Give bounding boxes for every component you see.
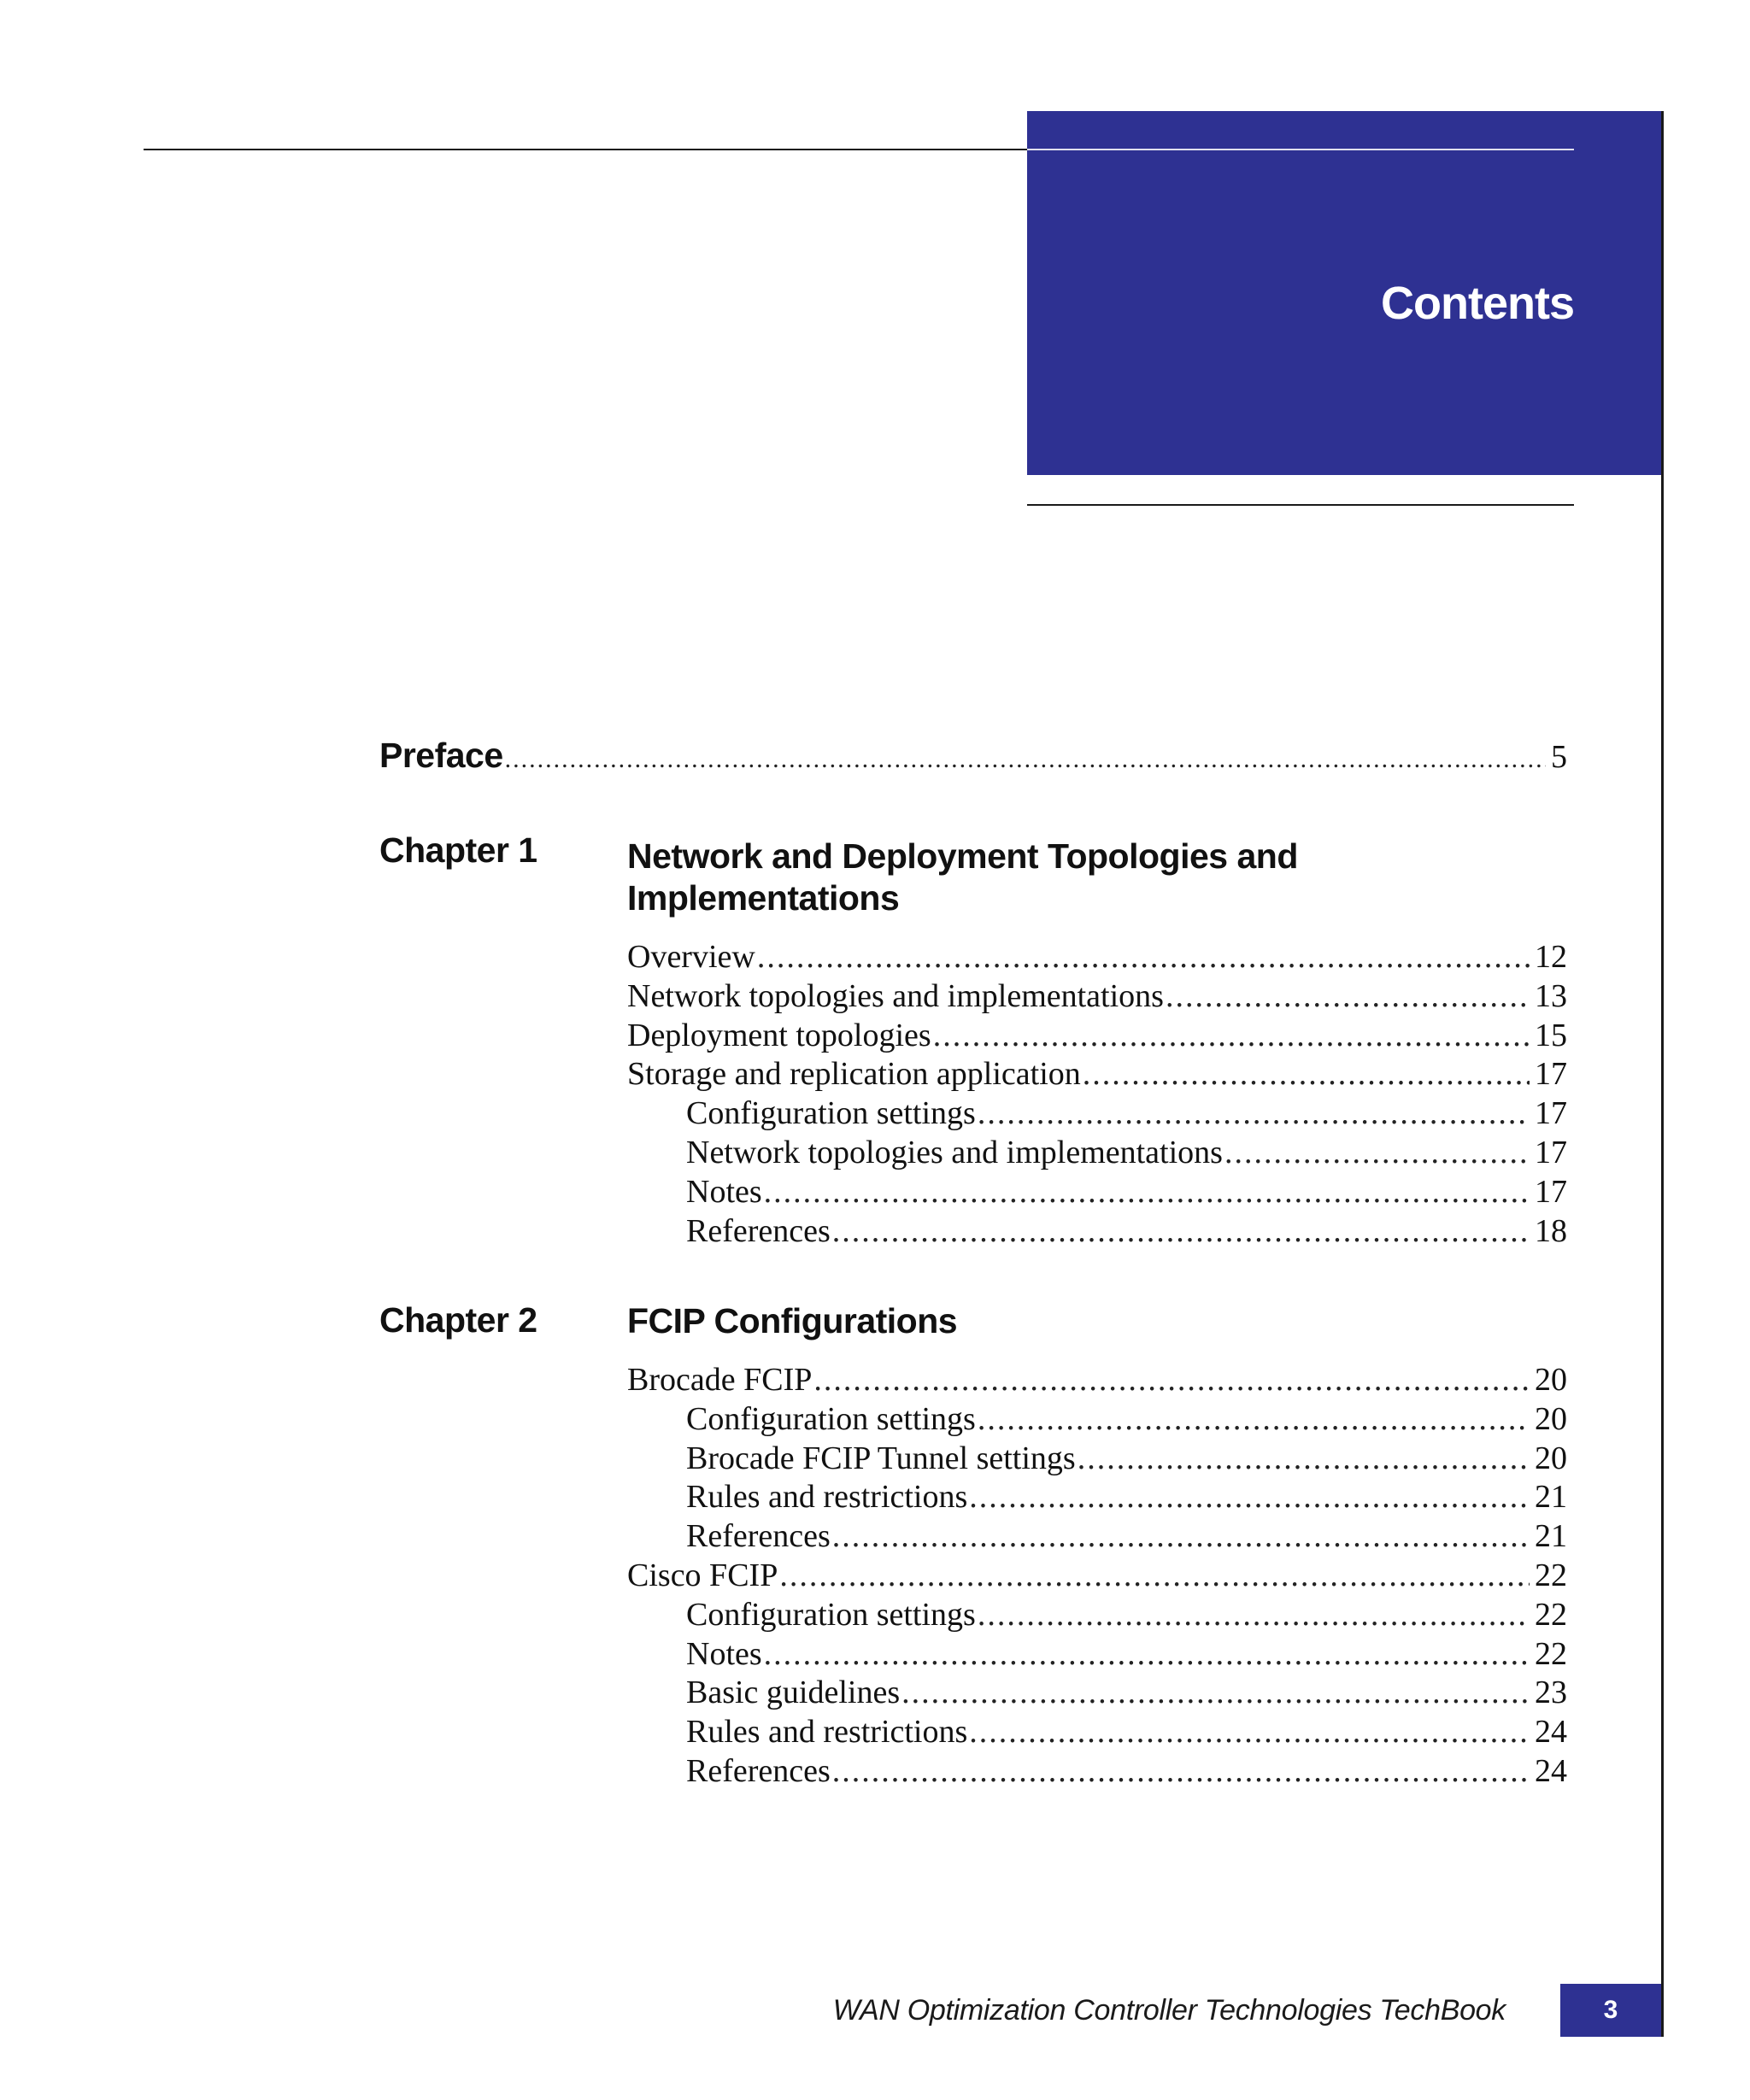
toc-entry-title: Storage and replication application xyxy=(627,1056,1081,1093)
toc-entry[interactable] xyxy=(686,1712,1567,1751)
dot-leader xyxy=(1166,977,1530,1016)
toc-entry-title: Configuration settings xyxy=(686,1095,976,1132)
toc-entry-title: Rules and restrictions xyxy=(686,1714,968,1751)
toc-entry-page: 20 xyxy=(1535,1362,1567,1398)
toc-entry-page: 17 xyxy=(1535,1173,1567,1210)
dot-leader xyxy=(969,1477,1530,1516)
toc-entry-page: 21 xyxy=(1535,1479,1567,1516)
dot-leader xyxy=(978,1094,1530,1133)
footer-book-title: WAN Optimization Controller Technologies TechBook xyxy=(832,1994,1506,2027)
chapter-label: Chapter 1 xyxy=(379,830,537,870)
toc-entry[interactable] xyxy=(686,1634,1567,1674)
toc-entry-title: Rules and restrictions xyxy=(686,1479,968,1516)
dot-leader xyxy=(832,1211,1530,1251)
toc-entry[interactable] xyxy=(686,1399,1567,1439)
toc-entry-title: Basic guidelines xyxy=(686,1675,901,1711)
toc-entry-page: 20 xyxy=(1535,1440,1567,1476)
toc-entry-page: 21 xyxy=(1535,1518,1567,1555)
toc-entry[interactable] xyxy=(686,1211,1567,1251)
toc-entry[interactable] xyxy=(686,1751,1567,1791)
toc-entry-title: Deployment topologies xyxy=(627,1017,931,1053)
toc-entry-page: 22 xyxy=(1535,1596,1567,1633)
title-block-rule xyxy=(1027,149,1574,150)
toc-entry-title: Overview xyxy=(627,939,755,975)
toc-entry-title: Cisco FCIP xyxy=(627,1557,778,1593)
toc-entry-title: References xyxy=(686,1518,831,1555)
dot-leader xyxy=(764,1634,1530,1674)
dot-leader xyxy=(813,1360,1530,1399)
toc-entry[interactable] xyxy=(686,1516,1567,1556)
toc-entry[interactable] xyxy=(627,1054,1567,1094)
dot-leader xyxy=(1078,1439,1530,1478)
toc-entry-title: References xyxy=(686,1753,831,1789)
toc-entry[interactable] xyxy=(627,1556,1567,1595)
toc-entry-page: 17 xyxy=(1535,1135,1567,1170)
toc-entry-page: 23 xyxy=(1535,1675,1567,1711)
toc-entry-page: 12 xyxy=(1535,939,1567,975)
toc-entry[interactable] xyxy=(686,1595,1567,1634)
toc-entry[interactable] xyxy=(627,937,1567,977)
dot-leader xyxy=(505,737,1546,777)
dot-leader xyxy=(1083,1054,1530,1094)
dot-leader xyxy=(764,1172,1530,1211)
toc-entry-title: Configuration settings xyxy=(686,1400,976,1437)
toc-entry[interactable] xyxy=(686,1172,1567,1211)
toc-entry-title: Preface xyxy=(379,736,503,775)
page-number: 3 xyxy=(1560,1984,1661,2037)
dot-leader xyxy=(933,1016,1530,1055)
chapter-title[interactable]: Network and Deployment Topologies and Implementations xyxy=(627,836,1298,918)
toc-entry-page: 22 xyxy=(1535,1557,1567,1593)
dot-leader xyxy=(779,1556,1530,1595)
toc-entry[interactable] xyxy=(686,1673,1567,1712)
toc-entry-title: Notes xyxy=(686,1173,762,1210)
toc-entry-page: 18 xyxy=(1535,1212,1567,1249)
toc-entry-title: Notes xyxy=(686,1635,762,1672)
toc-entry-page: 17 xyxy=(1535,1095,1567,1132)
toc-entry-title: Brocade FCIP Tunnel settings xyxy=(686,1440,1076,1476)
dot-leader xyxy=(832,1516,1530,1556)
toc-entry-title: Configuration settings xyxy=(686,1596,976,1633)
toc-entry-page: 24 xyxy=(1535,1753,1567,1789)
toc-entry-page: 5 xyxy=(1551,739,1567,775)
dot-leader xyxy=(969,1712,1530,1751)
toc-entry[interactable] xyxy=(627,1360,1567,1399)
chapter-title[interactable]: FCIP Configurations xyxy=(627,1301,958,1340)
toc-entry-page: 24 xyxy=(1535,1714,1567,1751)
toc-entry-page: 15 xyxy=(1535,1017,1567,1053)
toc-entry-title: Network topologies and implementations xyxy=(686,1135,1223,1170)
toc-entry-title: Network topologies and implementations xyxy=(627,977,1164,1014)
toc-entry-page: 17 xyxy=(1535,1056,1567,1093)
dot-leader xyxy=(757,937,1530,977)
toc-entry[interactable] xyxy=(686,1439,1567,1478)
dot-leader xyxy=(978,1595,1530,1634)
toc-entry[interactable] xyxy=(686,1133,1567,1172)
toc-entry[interactable] xyxy=(627,977,1567,1016)
title-lower-rule xyxy=(1027,504,1574,506)
toc-entry-title: References xyxy=(686,1212,831,1249)
toc-entry[interactable] xyxy=(686,1094,1567,1133)
toc-entry-page: 13 xyxy=(1535,977,1567,1014)
side-rule xyxy=(1661,111,1664,2037)
dot-leader xyxy=(978,1399,1530,1439)
toc-entry[interactable] xyxy=(627,1016,1567,1055)
page-title: Contents xyxy=(1381,278,1574,329)
dot-leader xyxy=(832,1751,1530,1791)
chapter-label: Chapter 2 xyxy=(379,1300,537,1340)
toc-entry[interactable] xyxy=(686,1477,1567,1516)
dot-leader xyxy=(1224,1133,1530,1172)
dot-leader xyxy=(901,1673,1530,1712)
toc-entry-page: 20 xyxy=(1535,1400,1567,1437)
toc-entry-page: 22 xyxy=(1535,1635,1567,1672)
toc-entry-preface[interactable] xyxy=(379,733,1567,777)
toc-entry-title: Brocade FCIP xyxy=(627,1362,813,1398)
